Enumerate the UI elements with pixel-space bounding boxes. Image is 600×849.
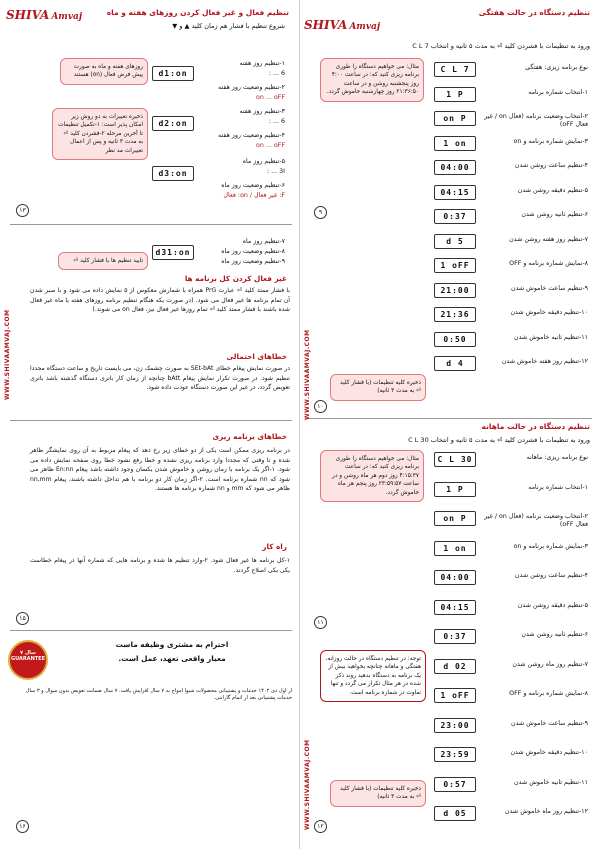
- confirm-note: تایید تنظیم ها با فشار کلید ⏎: [58, 252, 148, 270]
- row-value: on ... oFF: [256, 94, 285, 101]
- left-intro: شروع تنظیم با فشار هم زمان کلید ▲ و ▼: [172, 22, 285, 30]
- lcd-display: 1 P: [434, 482, 476, 497]
- guarantee-seal: ۷ سال GUARANTEE: [8, 640, 48, 680]
- errors-text: در صورت نمایش پیغام خطای SEt-bAt به صورت چشمک زن، می بایست تاریخ و ساعت دستگاه مجددا تنظیم شود. در صورت تکرار نمایش پیغام bAtt چنانچه از زمان کار باتری دستگاه گذشته باشد باتری تعویض گردد، در غیر این صورت دستگاه عودت داده شود.: [30, 365, 291, 391]
- step-label: ۱۱-تنظیم ثانیه خاموش شدن: [514, 333, 588, 341]
- lcd-display: 21:36: [434, 307, 476, 322]
- step-label: ۹-تنظیم ساعت خاموش شدن: [510, 719, 588, 727]
- weekly-save-note: ذخیره کلیه تنظیمات (با فشار کلید ⏎ به مدت ۳ ثانیه): [330, 374, 426, 401]
- lcd-display: d 5: [434, 234, 476, 249]
- row-label: ۷-تنظیم روز ماه: [242, 238, 285, 245]
- row-label: ۸-تنظیم وضعیت روز ماه: [221, 248, 285, 255]
- page-number: ۱۵: [16, 612, 29, 625]
- divider: [10, 224, 292, 225]
- guarantee-subtitle: معیار واقعی تعهد، عمل است.: [118, 654, 226, 663]
- step-label: ۶-تنظیم ثانیه روشن شدن: [521, 211, 588, 218]
- disable-title: غیر فعال کردن کل برنامه ها: [184, 274, 287, 283]
- row-value: F: غیر فعال / on: فعال: [223, 192, 285, 199]
- step-label: ۲-انتخاب وضعیت برنامه (فعال on / غیر فعال oFF): [484, 513, 588, 528]
- step-label: ۱-انتخاب شماره برنامه: [528, 88, 588, 96]
- step-label: ۷-تنظیم روز ماه روشن شدن: [512, 660, 588, 668]
- brand-logo: SHIVA Amvaj: [304, 18, 381, 32]
- lcd-display: d 02: [434, 659, 476, 674]
- fix-title: راه کار: [262, 542, 287, 551]
- brand-logo: SHIVA Amvaj: [6, 8, 83, 22]
- page-number: ۱۶: [16, 820, 29, 833]
- lcd-display: 0:37: [434, 629, 476, 644]
- lcd-display: 1 oFF: [434, 258, 476, 273]
- page-number: ۱۱: [314, 616, 327, 629]
- step-label: ۱۰-تنظیم دقیقه خاموش شدن: [510, 749, 588, 756]
- lcd-display: 23:00: [434, 718, 476, 733]
- lcd-display: d 05: [434, 806, 476, 821]
- monthly-example: مثال: می خواهیم دستگاه را طوری برنامه ریزی کنید که: در ساعت ۴:۱۵:۳۷ روز دوم هر ماه روشن و در ساعت ۲۳:۵۹:۵۷ روز پنجم هر ماه خاموش گردد.: [320, 450, 424, 502]
- website-url[interactable]: WWW.SHIVAAMVAJ.COM: [304, 739, 311, 830]
- row-label: ۵-تنظیم روز ماه: [242, 158, 285, 165]
- row-label: ۲-تنظیم وضعیت روز هفته: [218, 84, 285, 91]
- prog-errors-title: خطاهای برنامه ریزی: [212, 432, 287, 441]
- lcd-d1: d1:on: [152, 66, 194, 81]
- lcd-display: 23:59: [434, 747, 476, 762]
- website-url[interactable]: WWW.SHIVAAMVAJ.COM: [304, 329, 311, 420]
- step-label: ۱-انتخاب شماره برنامه: [528, 483, 588, 491]
- step-label: ۵-تنظیم دقیقه روشن شدن: [517, 601, 588, 609]
- step-label: ۳-نمایش شماره برنامه و on: [513, 542, 588, 550]
- lcd-display: C L 7: [434, 62, 476, 77]
- lcd-display: 1 P: [434, 87, 476, 102]
- row-label: ۹-تنظیم وضعیت روز ماه: [221, 258, 285, 265]
- step-label: ۸-نمایش شماره برنامه و OFF: [509, 690, 588, 697]
- lcd-d2: d2:on: [152, 116, 194, 131]
- lcd-display: 1 on: [434, 541, 476, 556]
- row-label: ۶-تنظیم وضعیت روز ماه: [221, 182, 285, 189]
- monthly-save-note: ذخیره کلیه تنظیمات (با فشار کلید ⏎ به مدت ۳ ثانیه): [330, 780, 426, 807]
- step-label: ۳-نمایش شماره برنامه و on: [513, 137, 588, 145]
- weekly-example: مثال: می خواهیم دستگاه را طوری برنامه ریزی کنید که: در ساعت ۴:۰۰ روز پنجشنبه روشن و در ساعت ۲۱:۳۶:۵۰ روز چهارشنبه خاموش گردد.: [320, 58, 424, 102]
- lcd-display: 1 on: [434, 136, 476, 151]
- page-number: ۱۰: [314, 400, 327, 413]
- lcd-display: d 4: [434, 356, 476, 371]
- lcd-display: 0:57: [434, 777, 476, 792]
- lcd-display: on P: [434, 511, 476, 526]
- row-value: 3I ... :: [266, 168, 285, 175]
- lcd-display: 21:00: [434, 283, 476, 298]
- step-label: ۸-نمایش شماره برنامه و OFF: [509, 260, 588, 267]
- lcd-display: 04:15: [434, 600, 476, 615]
- divider: [10, 630, 292, 631]
- step-label: ۶-تنظیم ثانیه روشن شدن: [521, 631, 588, 638]
- lcd-d31: d31:on: [152, 245, 194, 260]
- row-label: ۳-تنظیم روز هفته: [239, 108, 285, 115]
- page-number: ۹: [314, 206, 327, 219]
- row-value: 6 ... :: [268, 118, 285, 125]
- guarantee-title: احترام به مشتری وظیفه ماست: [115, 640, 229, 649]
- disable-text: با فشار ممتد کلید ⏎ عبارت PrG همراه با شمارش معکوس از ۵ نمایش داده می شود و با صبر شدن آن تمام برنامه ها غیر فعال می شود. (در صورت یکه هنگام تنظیم برنامه روزهای هفته یا ماه غیر فعال شده باشند با فشار ممتد کلید ⏎ تمام روزها غیر فعال نیز، فعال on می شوند.): [30, 287, 290, 313]
- monthly-intro: ورود به تنظیمات با فشردن کلید ⏎ به مدت ۵ ثانیه و انتخاب C L 30: [408, 436, 590, 444]
- lcd-display: 04:00: [434, 570, 476, 585]
- step-label: ۴-تنظیم ساعت روشن شدن: [514, 572, 588, 579]
- step-label: نوع برنامه ریزی: هفتگی: [525, 64, 588, 71]
- errors-title: خطاهای احتمالی: [226, 352, 287, 361]
- row-label: ۱-تنظیم روز هفته: [239, 60, 285, 67]
- lcd-display: 0:50: [434, 332, 476, 347]
- prog-errors-text: در برنامه ریزی ممکن است یکی از دو خطای زیر رخ دهد که پیغام مربوط به آن روی نمایشگر ظاهر شده و تا وقتی که مجددا وارد برنامه ریزی نشده و خطا رفع نشود خطا روی صفحه نمایش داده می شود. ۱-اگر یک برنامه با زمان روشن و خاموش شدن یکسان وجود داشته باشد پیغام En:nn ظاهر می شود که nn شماره برنامه است. ۲-اگر زمان کار دو برنامه با هم تداخل داشته باشند، پیغام nn,mm ظاهر می شود که mm و nn شماره برنامه ها هستند.: [30, 447, 291, 492]
- row-value: 6 ... :: [268, 70, 285, 77]
- monthly-tip-note: توجه: در تنظیم دستگاه در حالت روزانه، هفتگی و ماهانه چنانچه بخواهید بیش از یک برنامه به دستگاه بدهید روند ذکر شده در هر مثال تکرار می گردد و تنها تفاوت در شماره برنامه است.: [320, 650, 426, 702]
- step-label: ۱۱-تنظیم ثانیه خاموش شدن: [514, 778, 588, 786]
- step-label: ۹-تنظیم ساعت خاموش شدن: [510, 284, 588, 292]
- lcd-display: C L 30: [434, 452, 476, 467]
- step-label: نوع برنامه ریزی: ماهانه: [526, 454, 588, 461]
- right-page: [300, 0, 600, 849]
- guarantee-text: از اول دی ۱۴۰۲ خدمات و پشتیبانی محصولات شیوا امواج به ۷ سال افزایش یافت. ۷ سال ضمانت تعویض بدون سوال و ۳ سال خدمات پشتیبانی بعد از اتمام گارانتی.: [25, 688, 292, 702]
- lcd-d3: d3:on: [152, 166, 194, 181]
- lcd-display: 0:37: [434, 209, 476, 224]
- save-methods-note: ذخیره تغییرات به دو روش زیر امکان پذیر است: ۱-تکمیل تنظیمات تا آخرین مرحله ۲-فشردن کلید ⏎ به مدت ۳ ثانیه و پس از اعمال تغییرات مد نظر: [52, 108, 148, 160]
- fix-text: ۱-کل برنامه ها غیر فعال شود. ۲-وارد تنظیم ها شده و برنامه هایی که شماره آنها در پیغام خطاست یکی یکی اصلاح گردند.: [30, 557, 290, 574]
- step-label: ۷-تنظیم روز هفته روشن شدن: [509, 235, 588, 243]
- step-label: ۱۲-تنظیم روز هفته خاموش شدن: [501, 358, 588, 365]
- left-title: تنظیم فعال و غیر فعال کردن روزهای هفته و ماه: [106, 8, 289, 17]
- row-label: ۴-تنظیم وضعیت روز هفته: [218, 132, 285, 139]
- row-value: on ... oFF: [256, 142, 285, 149]
- step-label: ۵-تنظیم دقیقه روشن شدن: [517, 186, 588, 194]
- step-label: ۱۲-تنظیم روز ماه خاموش شدن: [505, 808, 588, 815]
- lcd-display: on P: [434, 111, 476, 126]
- weekly-intro: ورود به تنظیمات با فشردن کلید ⏎ به مدت ۵ ثانیه و انتخاب C L 7: [412, 42, 590, 50]
- page-number: ۱۳: [16, 204, 29, 217]
- step-label: ۲-انتخاب وضعیت برنامه (فعال on / غیر فعال oFF): [484, 113, 588, 128]
- step-label: ۴-تنظیم ساعت روشن شدن: [514, 162, 588, 169]
- default-note: روزهای هفته و ماه به صورت پیش فرض فعال (on) هستند: [60, 58, 148, 85]
- lcd-display: 04:15: [434, 185, 476, 200]
- website-url[interactable]: WWW.SHIVAAMVAJ.COM: [4, 309, 11, 400]
- page-number: ۱۲: [314, 820, 327, 833]
- monthly-title: تنظیم دستگاه در حالت ماهانه: [481, 422, 590, 431]
- divider: [10, 420, 292, 421]
- weekly-title: تنظیم دستگاه در حالت هفتگی: [478, 8, 590, 17]
- lcd-display: 1 oFF: [434, 688, 476, 703]
- step-label: ۱۰-تنظیم دقیقه خاموش شدن: [510, 309, 588, 316]
- divider: [306, 418, 592, 419]
- lcd-display: 04:00: [434, 160, 476, 175]
